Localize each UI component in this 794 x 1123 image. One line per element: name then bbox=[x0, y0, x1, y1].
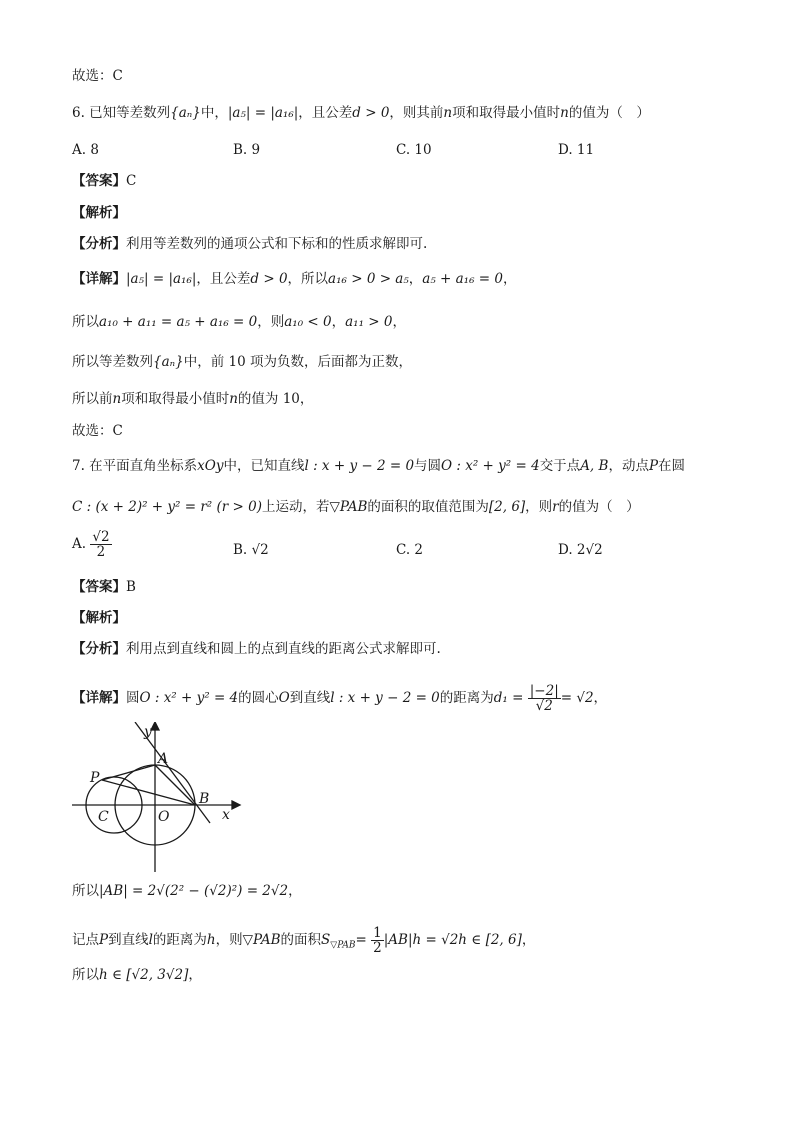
q7-detail-2 bbox=[72, 882, 302, 900]
q6-d4-b: n bbox=[112, 391, 122, 407]
q6-d4-e: 的值为 10， bbox=[237, 391, 314, 407]
q6-stem bbox=[72, 104, 650, 122]
q6-stem-b: 中， bbox=[200, 105, 228, 121]
q6-option-a: A. 8 bbox=[72, 142, 99, 158]
q6-seq: {aₙ} bbox=[170, 105, 201, 121]
q7-d3-g: ，则 bbox=[215, 932, 243, 948]
q7-d3-jsub: ▽PAB bbox=[330, 940, 356, 951]
q7-s2-b: 上运动，若 bbox=[261, 499, 330, 515]
q6-answer bbox=[72, 172, 136, 190]
q7-option-a-den: 2 bbox=[96, 544, 106, 560]
q7-d3-num: 1 bbox=[373, 925, 382, 941]
q7-d1-g: 的距离为 bbox=[439, 690, 494, 706]
label-c: C bbox=[98, 809, 109, 825]
q7-fenxi bbox=[72, 640, 441, 658]
q6-option-b: B. 9 bbox=[233, 142, 261, 158]
q6-d2-g: ， bbox=[392, 314, 406, 330]
q7-d4-a: 所以 bbox=[72, 967, 99, 983]
q7-d1-f: l : x + y − 2 = 0 bbox=[330, 690, 440, 706]
q6-cond: |a₅| = |a₁₆| bbox=[227, 105, 299, 121]
q6-d1-e: a₁₆ > 0 > a₅ bbox=[328, 271, 409, 287]
q7-stem-1 bbox=[72, 457, 685, 475]
q7-option-d: D. 2√2 bbox=[558, 542, 603, 558]
q7-d3-frac bbox=[371, 926, 384, 955]
q7-fenxi-text: 利用点到直线和圆上的点到直线的距离公式求解即可. bbox=[126, 641, 441, 657]
q6-option-c: C. 10 bbox=[396, 142, 432, 158]
q6-d2-c: ，则 bbox=[257, 314, 285, 330]
q6-conclusion: 故选：C bbox=[72, 423, 123, 439]
q6-stem-c: ，且公差 bbox=[298, 105, 353, 121]
q7-option-c: C. 2 bbox=[396, 542, 424, 558]
q6-detail-3 bbox=[72, 353, 412, 371]
circle-geometry-figure bbox=[72, 722, 242, 872]
q7-detail-4 bbox=[72, 966, 202, 984]
label-o: O bbox=[158, 809, 170, 825]
q7-d3-b: P bbox=[99, 932, 109, 948]
x-axis-arrow bbox=[232, 801, 240, 809]
q7-d3-f: h bbox=[206, 932, 216, 948]
q6-d4-a: 所以前 bbox=[72, 391, 113, 407]
q7-s2-h: 的值为（ ） bbox=[558, 499, 640, 515]
q7-d3-a: 记点 bbox=[72, 932, 99, 948]
q7-d3-l: |AB|h = √2h ∈ [2, 6] bbox=[383, 932, 522, 948]
q7-d1-b: O : x² + y² = 4 bbox=[139, 690, 239, 706]
q7-d3-c: 到直线 bbox=[108, 932, 149, 948]
q7-s1-c: 中，已知直线 bbox=[223, 458, 305, 474]
q7-option-a-frac bbox=[90, 530, 111, 559]
q6-fenxi bbox=[72, 235, 427, 253]
q6-d2-f: a₁₁ > 0 bbox=[345, 314, 393, 330]
q6-d1-h: ， bbox=[502, 271, 517, 287]
q7-d4-c: ， bbox=[188, 967, 202, 983]
q7-d3-j: S bbox=[321, 932, 331, 948]
q7-d1-d: O bbox=[278, 690, 290, 706]
q7-d3-i: 的面积 bbox=[280, 932, 322, 948]
q7-detail-3 bbox=[72, 926, 535, 955]
q7-d1-num: |−2| bbox=[529, 683, 559, 699]
q6-answer-value: C bbox=[126, 173, 137, 189]
q7-s1-e: 与圆 bbox=[414, 458, 442, 474]
q7-s1-g: 交于点 bbox=[539, 458, 581, 474]
prev-conclusion: 故选：C bbox=[72, 68, 123, 84]
q7-d1-c: 的圆心 bbox=[238, 690, 279, 706]
q6-fenxi-text: 利用等差数列的通项公式和下标和的性质求解即可. bbox=[126, 236, 428, 252]
q7-option-a-num: √2 bbox=[92, 529, 110, 545]
q6-d4-d: n bbox=[229, 391, 238, 407]
q6-stem-g: 的值为（ ） bbox=[568, 105, 650, 121]
q7-option-a-label: A. bbox=[72, 536, 87, 552]
q7-option-b: B. √2 bbox=[233, 542, 269, 558]
q6-d1-f: ， bbox=[408, 271, 423, 287]
q6-d2-d: a₁₀ < 0 bbox=[284, 314, 332, 330]
q7-d1-den: √2 bbox=[535, 698, 553, 714]
q6-detail-2 bbox=[72, 313, 406, 331]
q6-d1-b: ，且公差 bbox=[196, 271, 251, 287]
q7-fenxi-tag: 【分析】 bbox=[72, 641, 126, 657]
q7-d1-frac bbox=[528, 684, 561, 713]
q6-detail-1 bbox=[72, 270, 516, 288]
q6-answer-tag: 【答案】 bbox=[72, 173, 126, 189]
q7-d1-h: d₁ = bbox=[493, 690, 524, 706]
q6-d1-a: |a₅| = |a₁₆| bbox=[126, 271, 197, 287]
q7-s2-a: C : (x + 2)² + y² = r² (r > 0) bbox=[72, 499, 262, 515]
q7-s1-f: O : x² + y² = 4 bbox=[441, 458, 540, 474]
q6-d1-d: ，所以 bbox=[287, 271, 329, 287]
q6-n2: n bbox=[560, 105, 569, 121]
q7-s2-f: ，则 bbox=[525, 499, 553, 515]
q7-detail-1 bbox=[72, 684, 607, 713]
q6-d3-b: {aₙ} bbox=[153, 354, 184, 370]
q6-detail-4 bbox=[72, 390, 313, 408]
q7-stem-2 bbox=[72, 498, 640, 516]
q7-s1-a: 7. 在平面直角坐标系 bbox=[72, 458, 198, 474]
q7-s2-d: 的面积的取值范围为 bbox=[367, 499, 489, 515]
q7-d3-k: = bbox=[355, 932, 367, 948]
q6-d4-c: 项和取得最小值时 bbox=[121, 391, 230, 407]
label-p: P bbox=[90, 770, 100, 786]
q7-d1-i: = √2 bbox=[560, 690, 594, 706]
y-axis-arrow bbox=[151, 722, 159, 730]
q7-d1-a: 圆 bbox=[126, 690, 140, 706]
q7-analysis-tag: 【解析】 bbox=[72, 610, 126, 626]
q7-s1-j: P bbox=[648, 458, 659, 474]
q7-answer bbox=[72, 578, 136, 596]
q7-d3-e: 的距离为 bbox=[152, 932, 207, 948]
q6-n: n bbox=[443, 105, 453, 121]
q7-s2-g: r bbox=[552, 499, 559, 515]
q6-analysis bbox=[72, 204, 126, 222]
q6-fenxi-tag: 【分析】 bbox=[72, 236, 126, 252]
q6-stem-e: ，则其前 bbox=[389, 105, 444, 121]
q7-d3-den: 2 bbox=[373, 940, 382, 956]
q6-d2-e: ， bbox=[331, 314, 346, 330]
q7-s1-b: xOy bbox=[197, 458, 224, 474]
q7-detail-tag: 【详解】 bbox=[72, 690, 126, 706]
q6-d: d > 0 bbox=[352, 105, 390, 121]
q6-d3-c: 中，前 10 项为负数，后面都为正数， bbox=[183, 354, 412, 370]
q7-d3-h: ▽PAB bbox=[242, 932, 281, 948]
q7-d2-a: 所以 bbox=[72, 883, 99, 899]
q6-d2-a: 所以 bbox=[72, 314, 99, 330]
q7-d1-j: ， bbox=[593, 690, 608, 706]
q7-d1-e: 到直线 bbox=[289, 690, 331, 706]
q6-d3-a: 所以等差数列 bbox=[72, 354, 153, 370]
q7-analysis bbox=[72, 609, 126, 627]
q6-analysis-tag: 【解析】 bbox=[72, 205, 126, 221]
q7-d4-b: h ∈ [√2, 3√2] bbox=[99, 967, 189, 983]
q7-s1-h: A, B bbox=[580, 458, 609, 474]
label-b: B bbox=[199, 791, 210, 807]
label-a: A bbox=[158, 751, 169, 767]
segment-pa bbox=[102, 765, 155, 780]
q6-detail-tag: 【详解】 bbox=[72, 271, 126, 287]
q6-stem-f: 项和取得最小值时 bbox=[452, 105, 561, 121]
q7-answer-value: B bbox=[126, 579, 136, 595]
q6-stem-a: 6. 已知等差数列 bbox=[72, 105, 171, 121]
q6-option-d: D. 11 bbox=[558, 142, 595, 158]
q6-d1-g: a₅ + a₁₆ = 0 bbox=[422, 271, 503, 287]
q6-d1-c: d > 0 bbox=[250, 271, 288, 287]
q7-d3-d: l bbox=[148, 932, 153, 948]
q7-option-a bbox=[72, 530, 112, 559]
q7-d2-b: |AB| = 2√(2² − (√2)²) = 2√2 bbox=[99, 883, 289, 899]
q7-s2-e: [2, 6] bbox=[488, 499, 526, 515]
label-y: y bbox=[144, 724, 152, 740]
q7-s2-c: ▽PAB bbox=[329, 499, 368, 515]
q7-answer-tag: 【答案】 bbox=[72, 579, 126, 595]
label-x: x bbox=[222, 807, 230, 823]
q7-s1-d: l : x + y − 2 = 0 bbox=[304, 458, 415, 474]
q7-s1-i: ，动点 bbox=[608, 458, 649, 474]
q7-s1-k: 在圆 bbox=[658, 458, 686, 474]
q7-d3-m: ， bbox=[521, 932, 536, 948]
q6-d2-b: a₁₀ + a₁₁ = a₅ + a₁₆ = 0 bbox=[99, 314, 258, 330]
q7-d2-c: ， bbox=[288, 883, 302, 899]
